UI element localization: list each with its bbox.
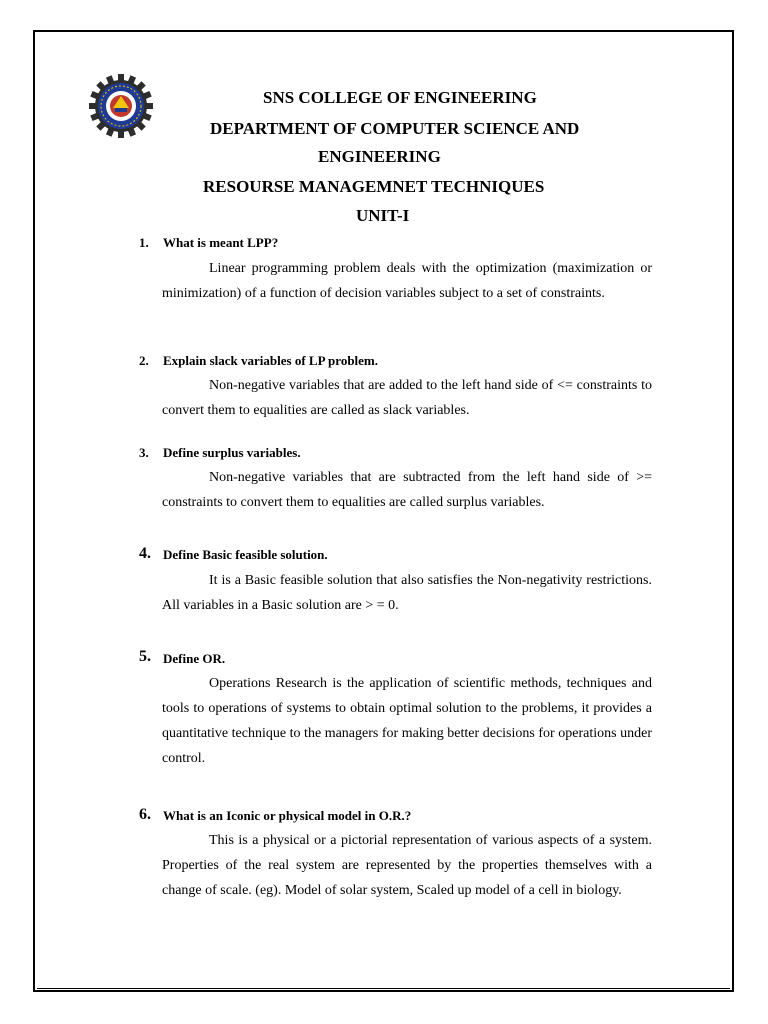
question-title: Define OR.: [163, 651, 226, 666]
question-number: 6.: [139, 806, 151, 823]
question-title: What is an Iconic or physical model in O.R.?: [163, 808, 412, 823]
question-title: What is meant LPP?: [163, 235, 279, 250]
question-answer: Operations Research is the application of scientific methods, techniques and tools to operations of systems to obtain optimal solution to the problems, it provides a quantitative technique to the managers for making better decisions for operations under control.: [162, 676, 652, 766]
course-title: RESOURSE MANAGEMNET TECHNIQUES: [203, 177, 545, 196]
question-number: 3.: [139, 445, 149, 460]
question-title: Define surplus variables.: [163, 445, 301, 460]
question-answer: Linear programming problem deals with the optimization (maximization or minimization) of a function of decision variables subject to a set of constraints.: [162, 261, 652, 301]
college-name: SNS COLLEGE OF ENGINEERING: [263, 88, 537, 107]
college-seal-icon: [89, 74, 153, 138]
department-line-2: ENGINEERING: [318, 147, 441, 166]
question-answer: It is a Basic feasible solution that also satisfies the Non-negativity restrictions. All variables in a Basic solution are > = 0.: [162, 573, 652, 613]
department-line-1: DEPARTMENT OF COMPUTER SCIENCE AND: [210, 119, 580, 138]
unit-title: UNIT-I: [356, 206, 410, 225]
question-answer: Non-negative variables that are subtracted from the left hand side of >= constraints to convert them to equalities are called surplus variables.: [162, 470, 652, 510]
question-answer: Non-negative variables that are added to the left hand side of <= constraints to convert them to equalities are called as slack variables.: [162, 378, 652, 418]
question-number: 1.: [139, 235, 149, 250]
question-number: 4.: [139, 545, 151, 562]
question-number: 5.: [139, 648, 151, 665]
question-answer: This is a physical or a pictorial representation of various aspects of a system. Properties of the real system are represented by the properties themselves with a change of scale. (eg). Model of solar system, Scaled up model of a cell in biology.: [162, 833, 652, 898]
question-title: Define Basic feasible solution.: [163, 547, 328, 562]
question-title: Explain slack variables of LP problem.: [163, 353, 379, 368]
question-number: 2.: [139, 353, 149, 368]
